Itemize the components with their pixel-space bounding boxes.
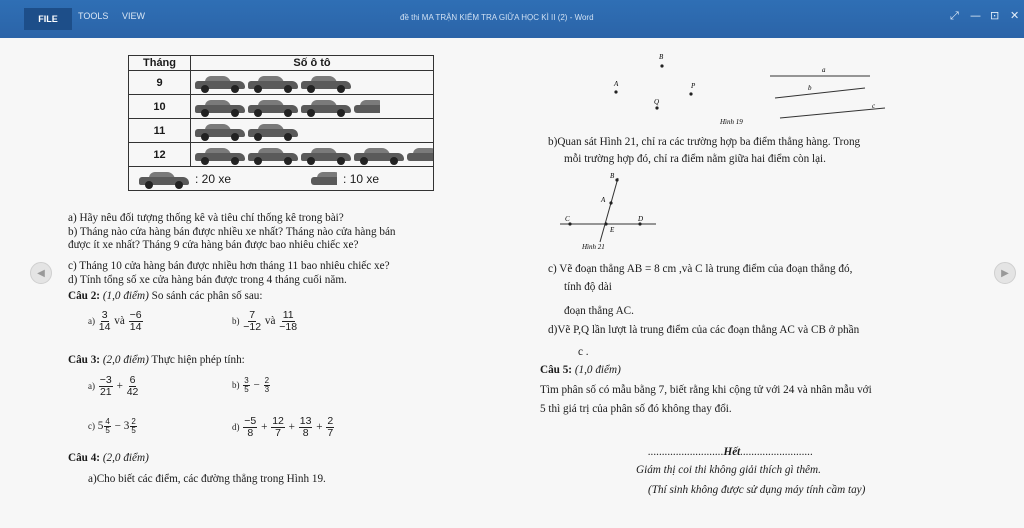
calculator-note: (Thí sinh không được sử dụng máy tính cầm tay) [648,484,866,496]
menu-view[interactable]: VIEW [122,11,146,21]
car-icon [248,76,298,90]
car-icon [248,100,298,114]
question-3a [88,375,139,398]
figure-21-caption: Hình 21 [582,243,605,251]
figure-19 [560,46,890,128]
question-5-points: (1,0 điểm) [574,364,621,376]
car-icon [139,172,189,186]
car-icon [195,124,245,138]
item-prefix: a) [88,316,95,327]
point-b [660,64,663,67]
fraction: $\frac{3}{14}$ [98,309,111,333]
table-row [129,119,434,143]
car-icon [354,148,404,162]
point-a [614,90,617,93]
question-4d-line1: d)Vẽ P,Q lần lượt là trung điểm của các đoạn thẳng AC và CB ở phần [548,324,860,336]
question-4c-line3: đoạn thẳng AC. [564,305,634,317]
next-page-button[interactable]: ▶ [994,262,1016,284]
half-car-icon [407,148,433,162]
car-icon [301,148,351,162]
question-4d-line2: c . [578,346,589,358]
whole-number: 5 [97,420,104,433]
fraction: $\frac{-5}{8}$ [244,415,257,439]
question-4c-line1: c) Vẽ đoạn thẳng AB = 8 cm ,và C là trung điểm của đoạn thẳng đó, [548,263,853,275]
question-1b-line2: được ít xe nhất? Tháng 9 cửa hàng bán được bao nhiêu chiếc xe? [68,239,359,251]
label-c: C [565,215,570,223]
restore-icon[interactable]: ⤢ [950,9,959,22]
car-icon [195,148,245,162]
question-4c-line2: tính độ dài [564,281,612,293]
question-2b [232,310,298,333]
operator: + [316,421,323,434]
point-a [609,201,612,204]
fraction: $\frac{13}{8}$ [299,415,312,439]
legend-row [129,167,434,191]
table-row [129,95,434,119]
car-icon [301,76,351,90]
line-be [600,178,618,242]
question-3-points: (2,0 điểm) [102,354,149,366]
label-b: B [659,53,664,61]
figure-21 [560,166,660,252]
menu-tools[interactable]: TOOLS [78,11,109,21]
operator: − [114,420,121,433]
table-row [129,71,434,95]
question-4b-line2: mỗi trường hợp đó, chỉ ra điểm nằm giữa hai điểm còn lại. [564,153,826,165]
question-4-label: Câu 4: [68,452,101,464]
end-word: Hết [723,446,741,458]
fraction: $\frac{2}{3}$ [264,376,270,394]
question-4-points: (2,0 điểm) [102,452,149,464]
label-a: A [614,80,619,88]
car-icon [195,100,245,114]
item-prefix: c) [88,421,95,432]
question-1c: c) Tháng 10 cửa hàng bán được nhiều hơn tháng 11 bao nhiêu chiếc xe? [68,260,390,272]
fraction: $\frac{4}{5}$ [105,417,110,435]
half-car-icon [354,100,380,114]
item-prefix: a) [88,381,95,392]
label-a: A [601,196,606,204]
question-1d: d) Tính tổng số xe cửa hàng bán được trong 4 tháng cuối năm. [68,274,347,286]
fraction: $\frac{12}{7}$ [272,415,284,439]
fraction: $\frac{11}{-18}$ [279,309,298,333]
question-3c [88,418,138,435]
question-2-heading [68,290,263,303]
fraction: $\frac{3}{5}$ [244,376,249,394]
question-4b-line1: b)Quan sát Hình 21, chỉ ra các trường hợp ba điểm thẳng hàng. Trong [548,136,861,148]
question-3-text: Thực hiện phép tính: [151,354,245,366]
cars-header: Số ô tô [191,56,434,71]
window-title: đề thi MA TRẬN KIỂM TRA GIỮA HỌC KÌ II (2) - Word [400,13,594,22]
month-cell: 9 [129,71,191,95]
maximize-button[interactable]: ⊡ [990,9,1000,22]
question-4-heading [68,452,149,465]
question-2-text: So sánh các phân số sau: [151,290,263,302]
question-5-heading [540,364,621,377]
item-prefix: b) [232,316,240,327]
legend-half-label: : 10 xe [343,171,380,186]
month-cell: 10 [129,95,191,119]
item-prefix: b) [232,380,240,391]
point-e [604,222,607,225]
question-3b [232,377,271,394]
file-tab[interactable]: FILE [24,8,72,30]
fraction: $\frac{2}{7}$ [327,415,334,439]
question-3-label: Câu 3: [68,354,101,366]
car-icon [195,76,245,90]
fraction: $\frac{-6}{14}$ [129,309,142,333]
figure-19-caption: Hình 19 [720,118,743,126]
month-cell: 12 [129,143,191,167]
close-button[interactable]: ✕ [1010,9,1020,22]
label-line-a: a [822,66,826,74]
dots-left: ........................... [648,446,724,458]
half-car-icon [311,172,337,186]
operator: + [116,380,123,393]
title-bar [0,0,1024,38]
point-b [615,178,618,181]
item-prefix: d) [232,422,240,433]
operator: + [288,421,295,434]
label-line-c: c [872,102,876,110]
question-1a: a) Hãy nêu đối tượng thống kê và tiêu chí thống kê trong bài? [68,212,344,224]
question-4a: a)Cho biết các điểm, các đường thẳng trong Hình 19. [88,473,326,485]
operator: − [253,379,260,392]
label-d: D [638,215,644,223]
question-2a [88,310,144,333]
fraction: $\frac{2}{5}$ [131,417,136,435]
prev-page-button[interactable]: ◀ [30,262,52,284]
whole-number: 3 [123,420,130,433]
question-3-heading [68,354,245,367]
fraction: $\frac{7}{-12}$ [243,309,262,333]
table-row [129,143,434,167]
and-word: và [114,315,125,328]
line-c [780,108,885,118]
legend-full-label: : 20 xe [195,171,232,186]
line-b [775,88,865,98]
fraction: $\frac{6}{42}$ [126,374,139,398]
operator: + [261,421,268,434]
point-p [689,92,692,95]
fraction: $\frac{-3}{21}$ [99,374,112,398]
car-sales-table [128,55,434,191]
question-2-label: Câu 2: [68,290,101,302]
question-5-line2: 5 thì giá trị của phân số đó không thay đổi. [540,403,732,415]
end-mark [648,446,813,459]
question-1b-line1: b) Tháng nào cửa hàng bán được nhiều xe nhất? Tháng nào cửa hàng bán [68,226,396,238]
label-e: E [610,226,615,234]
dots-right: .......................... [740,446,814,458]
question-5-label: Câu 5: [540,364,573,376]
proctor-note: Giám thị coi thi không giải thích gì thêm. [636,464,821,476]
car-icon [301,100,351,114]
month-header: Tháng [129,56,191,71]
month-cell: 11 [129,119,191,143]
label-p: P [691,82,696,90]
question-2-points: (1,0 điểm) [102,290,149,302]
point-q [655,106,658,109]
minimize-button[interactable]: — [970,9,981,22]
car-icon [248,148,298,162]
label-q: Q [654,98,660,106]
question-3d [232,416,335,439]
car-icon [248,124,298,138]
label-b: B [610,172,615,180]
label-line-b: b [808,84,812,92]
question-5-line1: Tìm phân số có mẫu bằng 7, biết rằng khi cộng tử với 24 và nhân mẫu với [540,384,872,396]
and-word: và [264,315,276,328]
